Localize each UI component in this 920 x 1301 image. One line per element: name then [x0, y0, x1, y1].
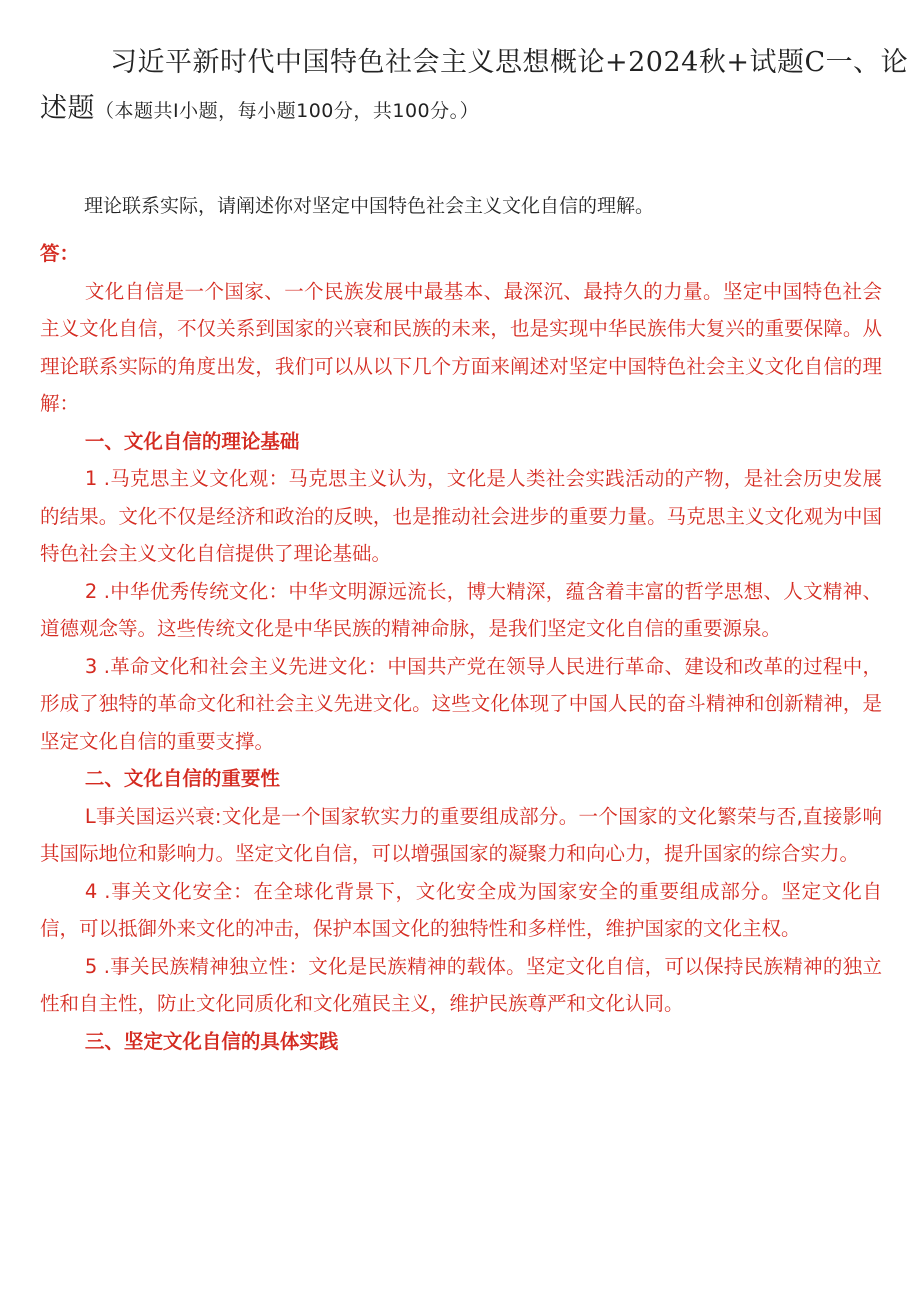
section-heading-2: 二、文化自信的重要性 [84, 767, 280, 790]
exam-title-line2 [40, 86, 880, 134]
section-heading-3: 三、坚定文化自信的具体实践 [84, 1029, 339, 1053]
question-text: 理论联系实际，请阐述你对坚定中国特色社会主义文化自信的理解。 [84, 195, 655, 217]
answer-label: 答： [40, 242, 80, 265]
section-heading-1: 一、文化自信的理论基础 [84, 429, 300, 453]
answer-intro: 文化自信是一个国家、一个民族发展中最基本、最深沉、最持久的力量。坚定中国特色社会主义文化自信，不仅关系到国家的兴衰和民族的未来，也是实现中华民族伟大复兴的重要保障。从理论联系实际的角度出发，我们可以从以下几个方面来阐述对坚定中国特色社会主义文化自信的理解： [40, 279, 882, 415]
exam-title-line1: 习近平新时代中国特色社会主义思想概论+2024秋+试题C一、论 [110, 47, 909, 78]
exam-title [40, 40, 909, 134]
section1-item: 3 .革命文化和社会主义先进文化：中国共产党在领导人民进行革命、建设和改革的过程中，形成了独特的革命文化和社会主义先进文化。这些文化体现了中国人民的奋斗精神和创新精神，是坚定文化自信的重要支撑。 [40, 654, 882, 753]
section2-item: 5 .事关民族精神独立性：文化是民族精神的载体。坚定文化自信，可以保持民族精神的独立性和自主性，防止文化同质化和文化殖民主义，维护民族尊严和文化认同。 [40, 954, 882, 1015]
section1-item: 2 .中华优秀传统文化：中华文明源远流长，博大精深，蕴含着丰富的哲学思想、人文精神、道德观念等。这些传统文化是中华民族的精神命脉，是我们坚定文化自信的重要源泉。 [40, 579, 882, 640]
exam-title-section: 述题 [40, 93, 95, 124]
section2-item: 4 .事关文化安全：在全球化背景下，文化安全成为国家安全的重要组成部分。坚定文化自信，可以抵御外来文化的冲击，保护本国文化的独特性和多样性，维护国家的文化主权。 [40, 879, 882, 940]
answer-block [40, 235, 882, 1060]
exam-title-note: （本题共I小题，每小题100分，共100分。） [95, 100, 480, 122]
section2-item: L事关国运兴衰:文化是一个国家软实力的重要组成部分。一个国家的文化繁荣与否,直接影响其国际地位和影响力。坚定文化自信，可以增强国家的凝聚力和向心力，提升国家的综合实力。 [40, 804, 882, 865]
section1-item: 1 .马克思主义文化观：马克思主义认为，文化是人类社会实践活动的产物，是社会历史发展的结果。文化不仅是经济和政治的反映，也是推动社会进步的重要力量。马克思主义文化观为中国特色社会主义文化自信提供了理论基础。 [40, 467, 882, 565]
